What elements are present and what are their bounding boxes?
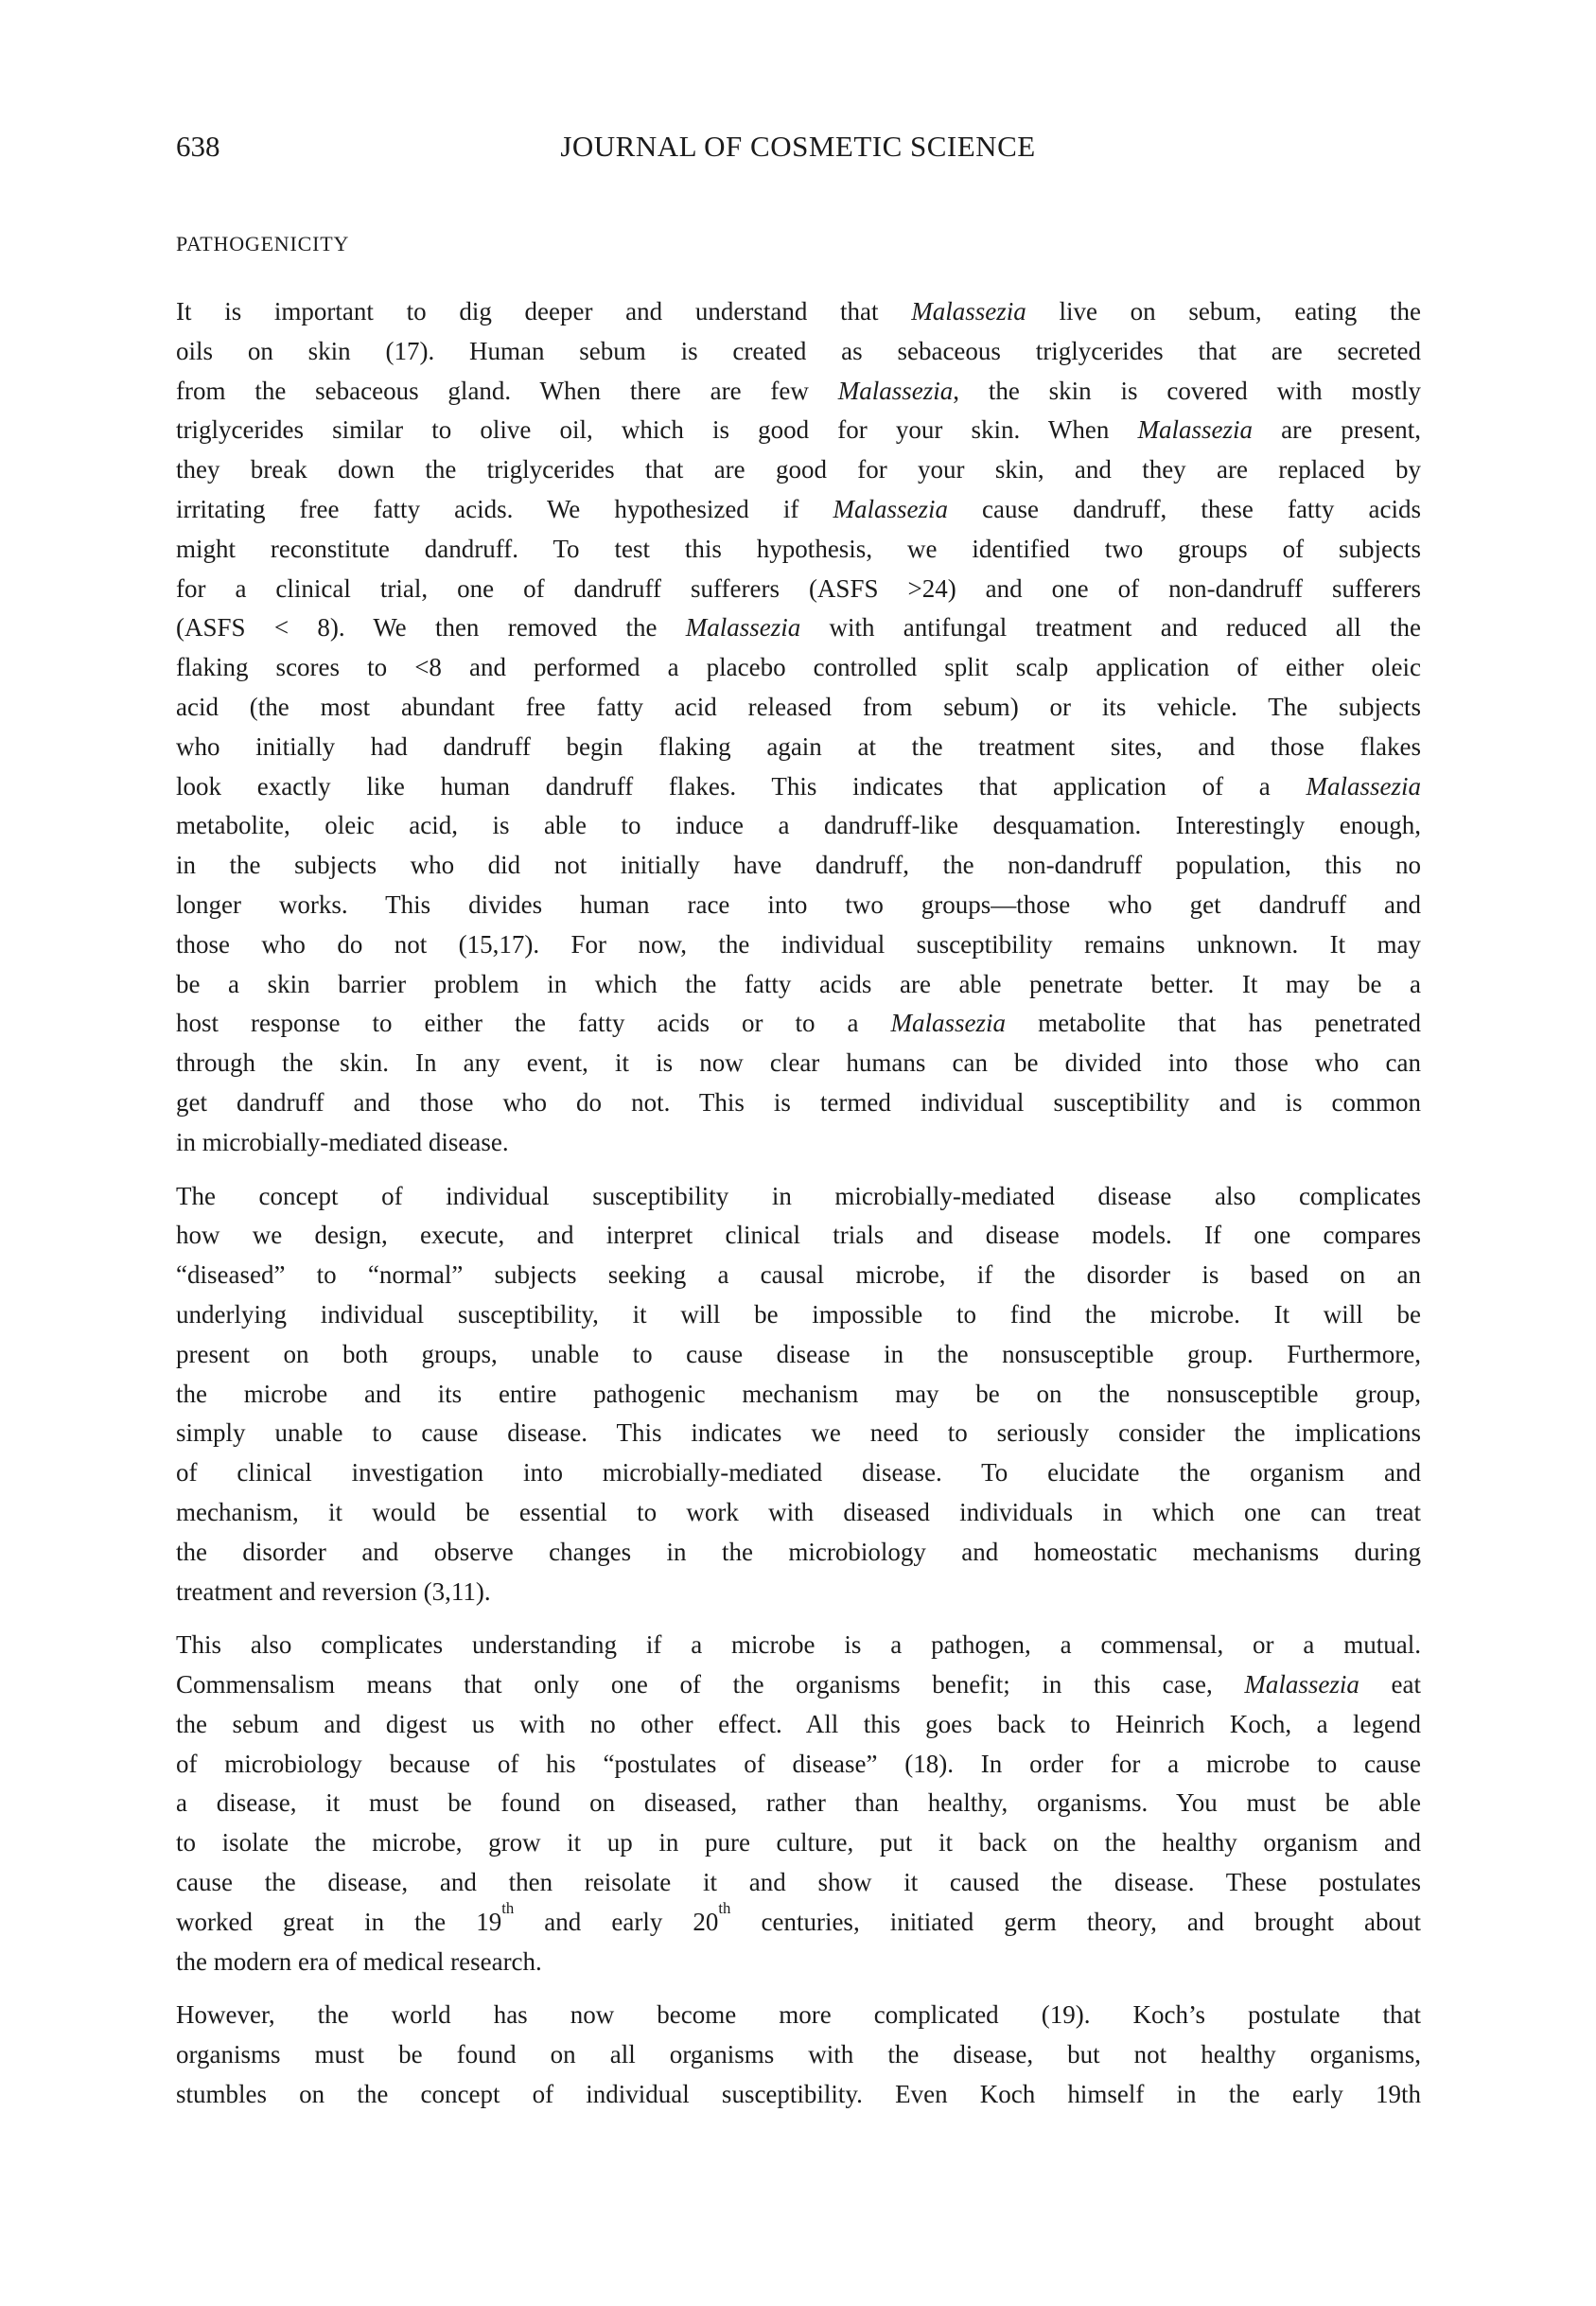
paragraph <box>176 1177 1421 1612</box>
text-line: acid (the most abundant free fatty acid released from sebum) or its vehicle. The subjects <box>176 692 1421 721</box>
article-body <box>176 292 1421 2115</box>
text-line: “diseased” to “normal” subjects seeking a causal microbe, if the disorder is based on an <box>176 1260 1421 1290</box>
paragraph <box>176 292 1421 1163</box>
text-line: longer works. This divides human race into two groups—those who get dandruff and <box>176 889 1421 919</box>
text-line: worked great in the 19th and early 20th centuries, initiated germ theory, and brought about <box>176 1899 1421 1936</box>
text-line: metabolite, oleic acid, is able to induce a dandruff-like desquamation. Interestingly enough, <box>176 811 1421 840</box>
text-line: the microbe and its entire pathogenic mechanism may be on the nonsusceptible group, <box>176 1379 1421 1408</box>
text-line: irritating free fatty acids. We hypothesized if Malassezia cause dandruff, these fatty acids <box>176 494 1421 523</box>
section-heading: PATHOGENICITY <box>176 232 350 255</box>
text-line: the modern era of medical research. <box>176 1946 542 1976</box>
text-line: host response to either the fatty acids or to a Malassezia metabolite that has penetrated <box>176 1009 1421 1038</box>
text-line: who initially had dandruff begin flaking again at the treatment sites, and those flakes <box>176 731 1421 761</box>
text-line: in the subjects who did not initially have dandruff, the non-dandruff population, this no <box>176 851 1421 880</box>
text-line: treatment and reversion (3,11). <box>176 1576 491 1606</box>
text-line: through the skin. In any event, it is now clear humans can be divided into those who can <box>176 1048 1421 1078</box>
text-line: oils on skin (17). Human sebum is created as sebaceous triglycerides that are secreted <box>176 336 1421 365</box>
text-line: be a skin barrier problem in which the fatty acids are able penetrate better. It may be a <box>176 969 1421 998</box>
paragraph <box>176 1996 1421 2114</box>
text-line: underlying individual susceptibility, it will be impossible to find the microbe. It will be <box>176 1299 1421 1329</box>
text-line: they break down the triglycerides that are good for your skin, and they are replaced by <box>176 455 1421 484</box>
text-line: stumbles on the concept of individual susceptibility. Even Koch himself in the early 19th <box>176 2080 1421 2109</box>
text-line: simply unable to cause disease. This indicates we need to seriously consider the implications <box>176 1418 1421 1448</box>
text-line: organisms must be found on all organisms with the disease, but not healthy organisms, <box>176 2040 1421 2069</box>
text-line: The concept of individual susceptibility in microbially-mediated disease also complicates <box>176 1181 1421 1210</box>
text-line: the sebum and digest us with no other effect. All this goes back to Heinrich Koch, a legend <box>176 1709 1421 1738</box>
text-line: (ASFS < 8). We then removed the Malassezia with antifungal treatment and reduced all the <box>176 613 1421 643</box>
text-line: might reconstitute dandruff. To test this hypothesis, we identified two groups of subjects <box>176 534 1421 563</box>
text-line: how we design, execute, and interpret clinical trials and disease models. If one compares <box>176 1221 1421 1250</box>
text-line: look exactly like human dandruff flakes. This indicates that application of a Malassezia <box>176 771 1421 801</box>
text-line: It is important to dig deeper and understand that Malassezia live on sebum, eating the <box>176 297 1422 326</box>
text-line: of microbiology because of his “postulates of disease” (18). In order for a microbe to cause <box>176 1749 1421 1778</box>
text-line: a disease, it must be found on diseased, rather than healthy, organisms. You must be able <box>176 1788 1421 1818</box>
text-line: to isolate the microbe, grow it up in pure culture, put it back on the healthy organism and <box>176 1828 1421 1857</box>
text-line: This also complicates understanding if a microbe is a pathogen, a commensal, or a mutual. <box>176 1630 1421 1660</box>
text-line: cause the disease, and then reisolate it and show it caused the disease. These postulates <box>176 1868 1421 1897</box>
text-line: However, the world has now become more complicated (19). Koch’s postulate that <box>176 2000 1421 2030</box>
text-line: in microbially-mediated disease. <box>176 1127 509 1156</box>
paragraph <box>176 1626 1421 1981</box>
text-line: those who do not (15,17). For now, the individual susceptibility remains unknown. It may <box>176 929 1421 959</box>
text-line: mechanism, it would be essential to work with diseased individuals in which one can treat <box>176 1497 1421 1526</box>
text-line: get dandruff and those who do not. This is termed individual susceptibility and is common <box>176 1087 1421 1117</box>
text-line: flaking scores to <8 and performed a placebo controlled split scalp application of either oleic <box>176 653 1421 682</box>
text-line: triglycerides similar to olive oil, which is good for your skin. When Malassezia are present, <box>176 415 1421 445</box>
text-line: the disorder and observe changes in the microbiology and homeostatic mechanisms during <box>176 1537 1421 1566</box>
page-number: 638 <box>176 130 220 163</box>
text-line: present on both groups, unable to cause disease in the nonsusceptible group. Furthermore, <box>176 1339 1421 1368</box>
text-line: Commensalism means that only one of the organisms benefit; in this case, Malassezia eat <box>176 1670 1421 1699</box>
text-line: from the sebaceous gland. When there are few Malassezia, the skin is covered with mostly <box>176 376 1421 405</box>
text-line: for a clinical trial, one of dandruff sufferers (ASFS >24) and one of non-dandruff sufferers <box>176 573 1421 603</box>
journal-title: JOURNAL OF COSMETIC SCIENCE <box>560 130 1036 163</box>
text-line: of clinical investigation into microbially-mediated disease. To elucidate the organism and <box>176 1458 1421 1487</box>
